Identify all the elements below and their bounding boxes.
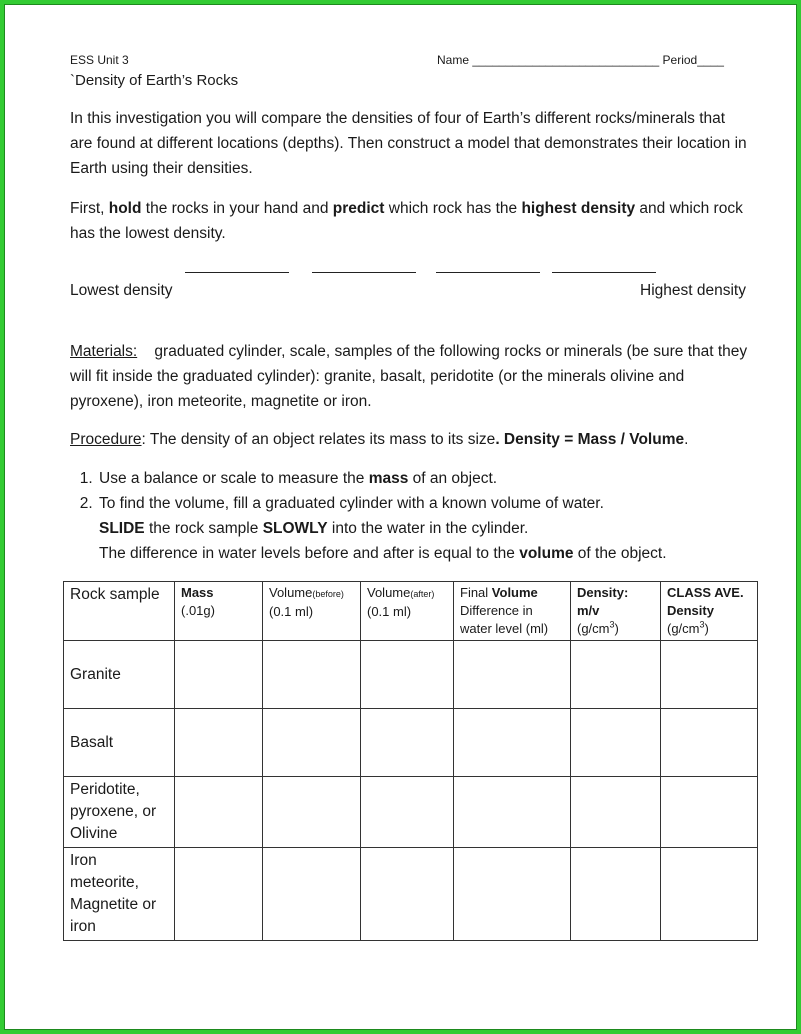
- header-volume-after: Volume(after) (0.1 ml): [361, 582, 454, 641]
- table-row: [64, 709, 758, 777]
- table-cell[interactable]: [175, 848, 263, 941]
- row-label-peridotite: Peridotite, pyroxene, or Olivine: [64, 777, 175, 848]
- step-1: 1. Use a balance or scale to measure the mass of an object.: [97, 466, 777, 491]
- unit-label: ESS Unit 3: [70, 53, 129, 67]
- table-cell[interactable]: [175, 641, 263, 709]
- predict-paragraph: First, hold the rocks in your hand and predict which rock has the highest density and which rock has the lowest density.: [70, 200, 743, 242]
- table-cell[interactable]: [263, 641, 361, 709]
- table-cell[interactable]: [263, 709, 361, 777]
- table-cell[interactable]: [361, 709, 454, 777]
- table-cell[interactable]: [571, 848, 661, 941]
- table-cell[interactable]: [175, 777, 263, 848]
- lowest-density-label: Lowest density: [70, 282, 173, 299]
- step-2: 2. To find the volume, fill a graduated cylinder with a known volume of water. SLIDE the rock sample SLOWLY into the water in the cylinder. The difference in water levels before and after is equal to the volume of the object.: [97, 491, 777, 566]
- procedure-paragraph: Procedure: The density of an object relates its mass to its size. Density = Mass / Volume.: [70, 431, 689, 448]
- table-cell[interactable]: [454, 848, 571, 941]
- highest-density-label: Highest density: [640, 282, 746, 299]
- header-final-volume: Final Volume Difference in water level (ml): [454, 582, 571, 641]
- row-label-iron-meteorite: Iron meteorite, Magnetite or iron: [64, 848, 175, 941]
- prediction-blank-4: [552, 272, 656, 273]
- header-class-average: CLASS AVE. Density $(g/cm^3)$: [661, 582, 758, 641]
- table-cell[interactable]: [175, 709, 263, 777]
- header-volume-before: Volume(before) (0.1 ml): [263, 582, 361, 641]
- prediction-blank-1: [185, 272, 289, 273]
- prediction-blank-2: [312, 272, 416, 273]
- table-row: [64, 641, 758, 709]
- table-cell[interactable]: [454, 641, 571, 709]
- table-row: [64, 848, 758, 941]
- table-cell[interactable]: [361, 777, 454, 848]
- header-mass: Mass (.01g): [175, 582, 263, 641]
- table-header-row: [64, 582, 758, 641]
- density-data-table: [63, 581, 758, 941]
- table-cell[interactable]: [661, 777, 758, 848]
- table-cell[interactable]: [661, 709, 758, 777]
- materials-paragraph: Materials: graduated cylinder, scale, samples of the following rocks or minerals (be sure that they will fit inside the graduated cylinder): granite, basalt, peridotite (or the minerals olivine and pyroxene), iron meteorite, magnetite or iron.: [70, 343, 748, 410]
- table-cell[interactable]: [361, 641, 454, 709]
- table-cell[interactable]: [263, 848, 361, 941]
- table-cell[interactable]: [571, 641, 661, 709]
- prediction-blank-3: [436, 272, 540, 273]
- name-period-field: Name ____________________________ Period____: [437, 53, 724, 67]
- row-label-basalt: Basalt: [64, 709, 175, 777]
- table-cell[interactable]: [571, 777, 661, 848]
- table-cell[interactable]: [263, 777, 361, 848]
- header-density: Density: m/v $(g/cm^3)$: [571, 582, 661, 641]
- procedure-steps: [70, 466, 777, 566]
- table-cell[interactable]: [571, 709, 661, 777]
- header-rock-sample: Rock sample: [64, 582, 175, 641]
- page-title: `Density of Earth’s Rocks: [70, 72, 239, 89]
- intro-paragraph: In this investigation you will compare the densities of four of Earth’s different rocks/minerals that are found at different locations (depths). Then construct a model that demonstrates their location in Earth using their densities.: [70, 110, 747, 177]
- table-cell[interactable]: [361, 848, 454, 941]
- table-cell[interactable]: [454, 777, 571, 848]
- row-label-granite: Granite: [64, 641, 175, 709]
- table-row: [64, 777, 758, 848]
- table-cell[interactable]: [454, 709, 571, 777]
- table-cell[interactable]: [661, 848, 758, 941]
- table-cell[interactable]: [661, 641, 758, 709]
